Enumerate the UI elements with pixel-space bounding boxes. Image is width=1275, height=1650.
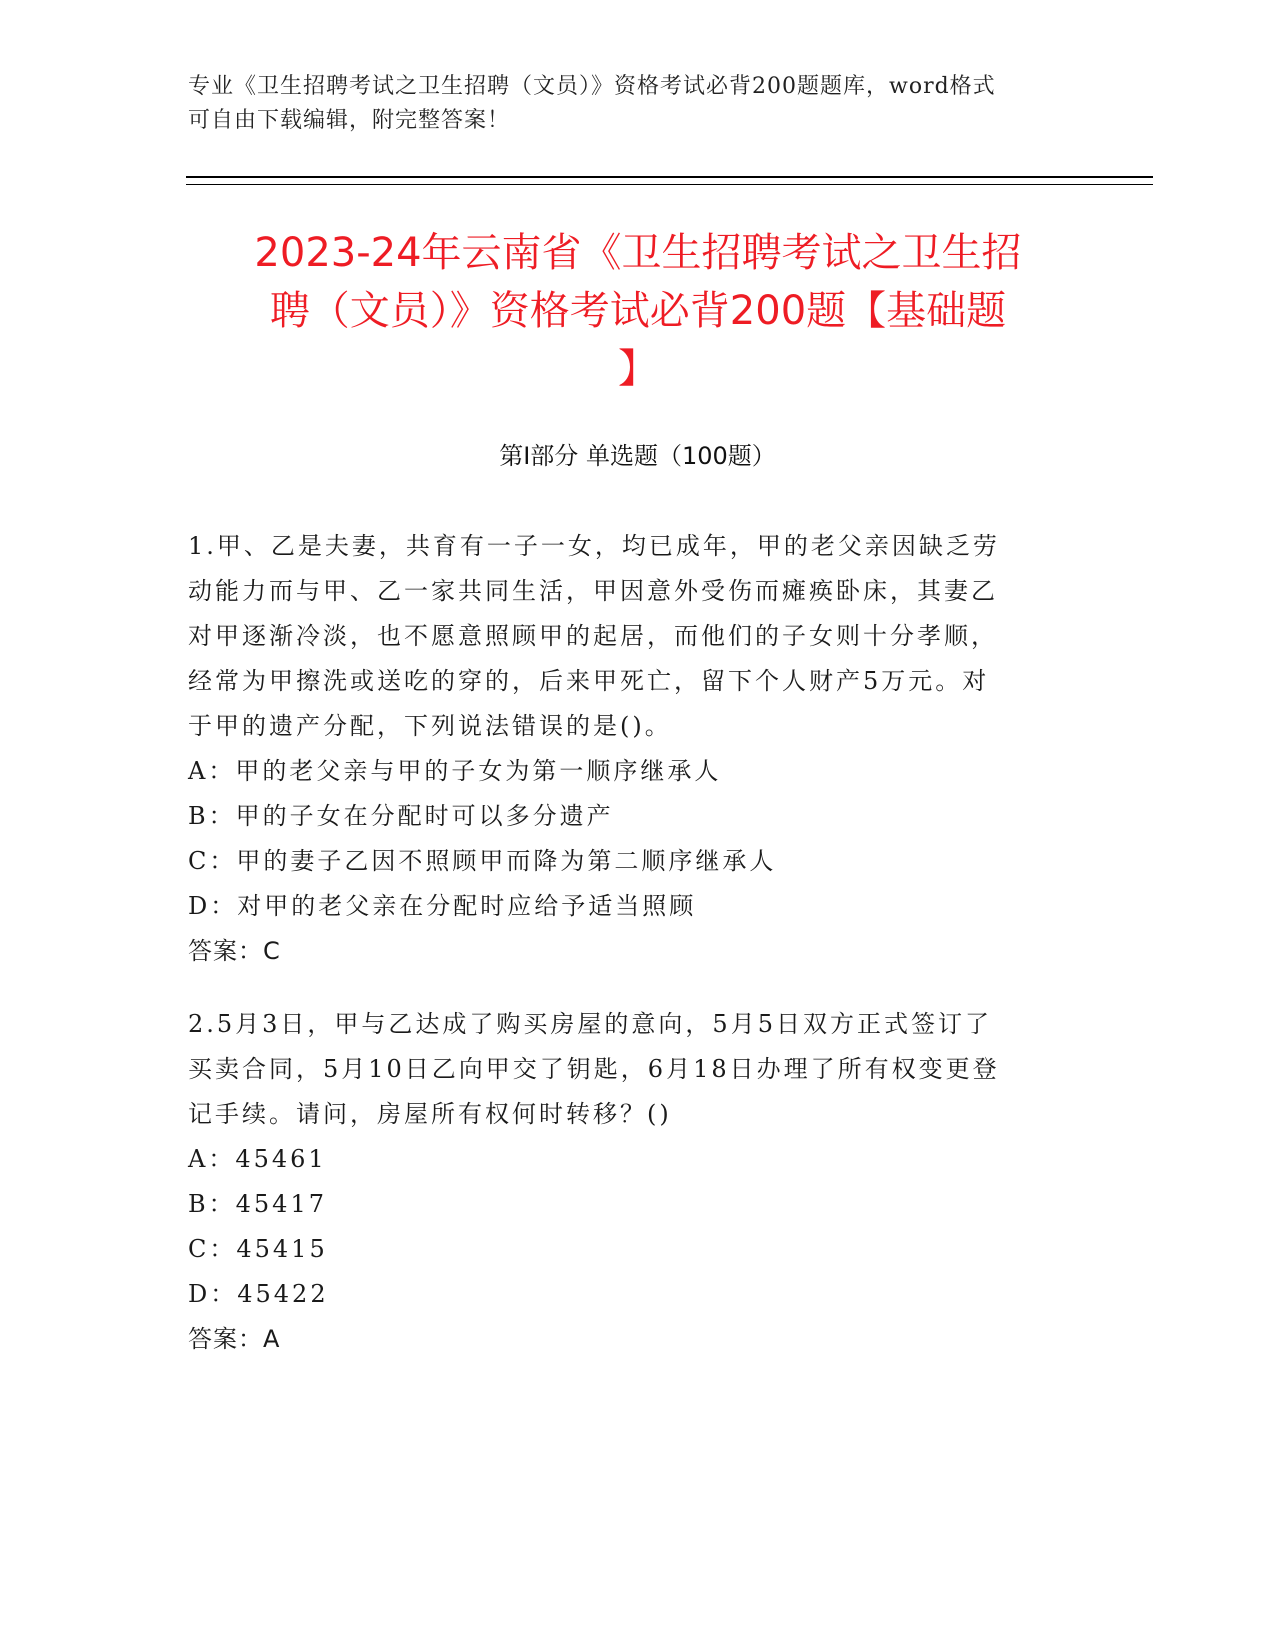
- title-line: 2023-24年云南省《卫生招聘考试之卫生招: [254, 230, 1022, 276]
- question-stem: [188, 1002, 1068, 1137]
- header-note: [188, 70, 1068, 138]
- header-note-line: 专业《卫生招聘考试之卫生招聘（文员）》资格考试必背200题题库，word格式: [188, 74, 996, 99]
- answer-line: 答案：C: [188, 937, 281, 965]
- stem-line: 动能力而与甲、乙一家共同生活，甲因意外受伤而瘫痪卧床，其妻乙: [188, 577, 998, 605]
- stem-line: 1.甲、乙是夫妻，共育有一子一女，均已成年，甲的老父亲因缺乏劳: [188, 532, 1000, 560]
- option-c: C：45415: [188, 1235, 328, 1263]
- header-divider-thin: [186, 184, 1153, 185]
- question-stem: [188, 524, 1068, 749]
- answer-line: 答案：A: [188, 1325, 281, 1353]
- option-d: D：对甲的老父亲在分配时应给予适当照顾: [188, 892, 697, 920]
- option-b: B：45417: [188, 1190, 327, 1218]
- title-line: 】: [618, 346, 658, 392]
- stem-line: 记手续。请问，房屋所有权何时转移？(): [188, 1100, 672, 1128]
- option-a: A：甲的老父亲与甲的子女为第一顺序继承人: [188, 757, 722, 785]
- section-heading: 第Ⅰ部分 单选题（100题）: [499, 442, 776, 470]
- stem-line: 对甲逐渐冷淡，也不愿意照顾甲的起居，而他们的子女则十分孝顺，: [188, 622, 998, 650]
- stem-line: 买卖合同，5月10日乙向甲交了钥匙，6月18日办理了所有权变更登: [188, 1055, 1000, 1083]
- question-block: [188, 1002, 1068, 1362]
- option-c: C：甲的妻子乙因不照顾甲而降为第二顺序继承人: [188, 847, 777, 875]
- stem-line: 2.5月3日，甲与乙达成了购买房屋的意向，5月5日双方正式签订了: [188, 1010, 992, 1038]
- title-line: 聘（文员）》资格考试必背200题【基础题: [269, 288, 1007, 334]
- question-block: [188, 524, 1068, 974]
- option-b: B：甲的子女在分配时可以多分遗产: [188, 802, 614, 830]
- header-divider-thick: [186, 176, 1153, 178]
- option-d: D：45422: [188, 1280, 329, 1308]
- stem-line: 于甲的遗产分配，下列说法错误的是()。: [188, 712, 672, 740]
- document-title: [188, 224, 1088, 398]
- header-note-line: 可自由下载编辑，附完整答案！: [188, 108, 511, 133]
- stem-line: 经常为甲擦洗或送吃的穿的，后来甲死亡，留下个人财产5万元。对: [188, 667, 990, 695]
- option-a: A：45461: [188, 1145, 327, 1173]
